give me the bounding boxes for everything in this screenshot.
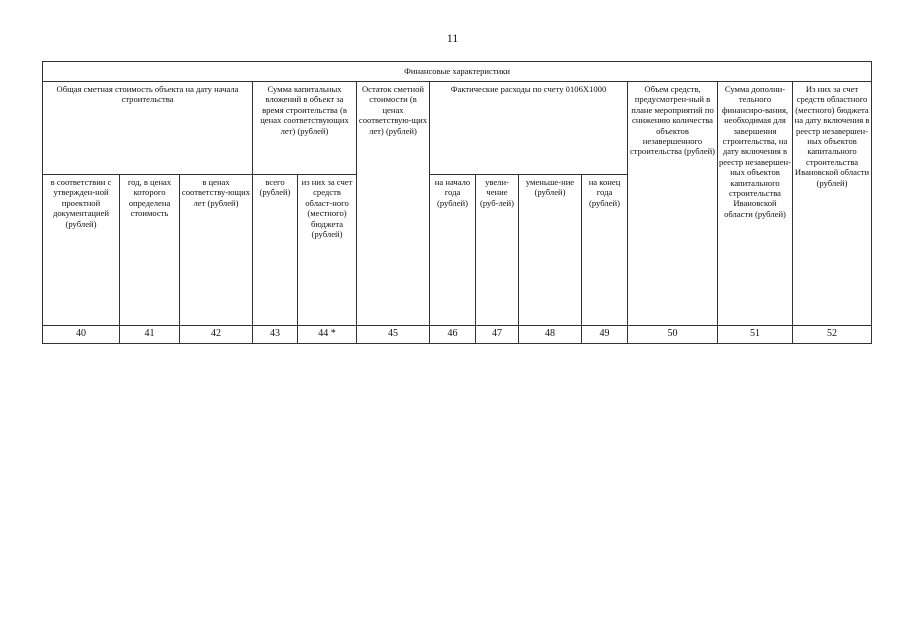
table-title: Финансовые характеристики xyxy=(43,62,872,82)
header-additional-financing: Сумма дополни-тельного финансиро-вания, необходимая для завершения строительства, на дату включения в реестр незавершен-ных объектов капитального строительства Ивановской области (рублей) xyxy=(718,82,793,326)
column-numbers-row xyxy=(43,326,872,344)
column-number: 46 xyxy=(430,326,476,344)
column-number: 47 xyxy=(476,326,519,344)
subheader-price-year: год, в ценах которого определена стоимость xyxy=(120,175,180,326)
header-capital-investments: Сумма капитальных вложений в объект за время строительства (в ценах соответствующих лет) (рублей) xyxy=(253,82,357,175)
subheader-start-of-year: на начало года (рублей) xyxy=(430,175,476,326)
subheader-end-of-year: на конец года (рублей) xyxy=(582,175,628,326)
header-regional-budget: Из них за счет средств областного (местного) бюджета на дату включения в реестр незавершен-ных объектов капитального строительства Ивановской области (рублей) xyxy=(793,82,872,326)
column-number: 44 * xyxy=(298,326,357,344)
column-number: 48 xyxy=(519,326,582,344)
column-number: 49 xyxy=(582,326,628,344)
header-total-cost: Общая сметная стоимость объекта на дату начала строительства xyxy=(43,82,253,175)
column-number: 40 xyxy=(43,326,120,344)
column-number: 42 xyxy=(180,326,253,344)
subheader-increase: увели-чение (руб-лей) xyxy=(476,175,519,326)
column-number: 51 xyxy=(718,326,793,344)
financial-characteristics-table xyxy=(42,61,872,344)
column-number: 43 xyxy=(253,326,298,344)
subheader-budget-share: из них за счет средств област-ного (местного) бюджета (рублей) xyxy=(298,175,357,326)
page-number: 11 xyxy=(446,31,459,45)
column-number: 41 xyxy=(120,326,180,344)
subheader-project-cost: в соответствии с утвержден-ной проектной документацией (рублей) xyxy=(43,175,120,326)
column-number: 52 xyxy=(793,326,872,344)
column-number: 50 xyxy=(628,326,718,344)
header-actual-expenses: Фактические расходы по счету 0106Х1000 xyxy=(430,82,628,175)
subheader-decrease: уменьше-ние (рублей) xyxy=(519,175,582,326)
subheader-current-prices: в ценах соответству-ющих лет (рублей) xyxy=(180,175,253,326)
subheader-total: всего (рублей) xyxy=(253,175,298,326)
header-remaining-cost: Остаток сметной стоимости (в ценах соответствую-щих лет) (рублей) xyxy=(357,82,430,326)
header-funds-volume: Объем средств, предусмотрен-ный в плане мероприятий по снижению количества объектов незавершенного строительства (рублей) xyxy=(628,82,718,326)
column-number: 45 xyxy=(357,326,430,344)
